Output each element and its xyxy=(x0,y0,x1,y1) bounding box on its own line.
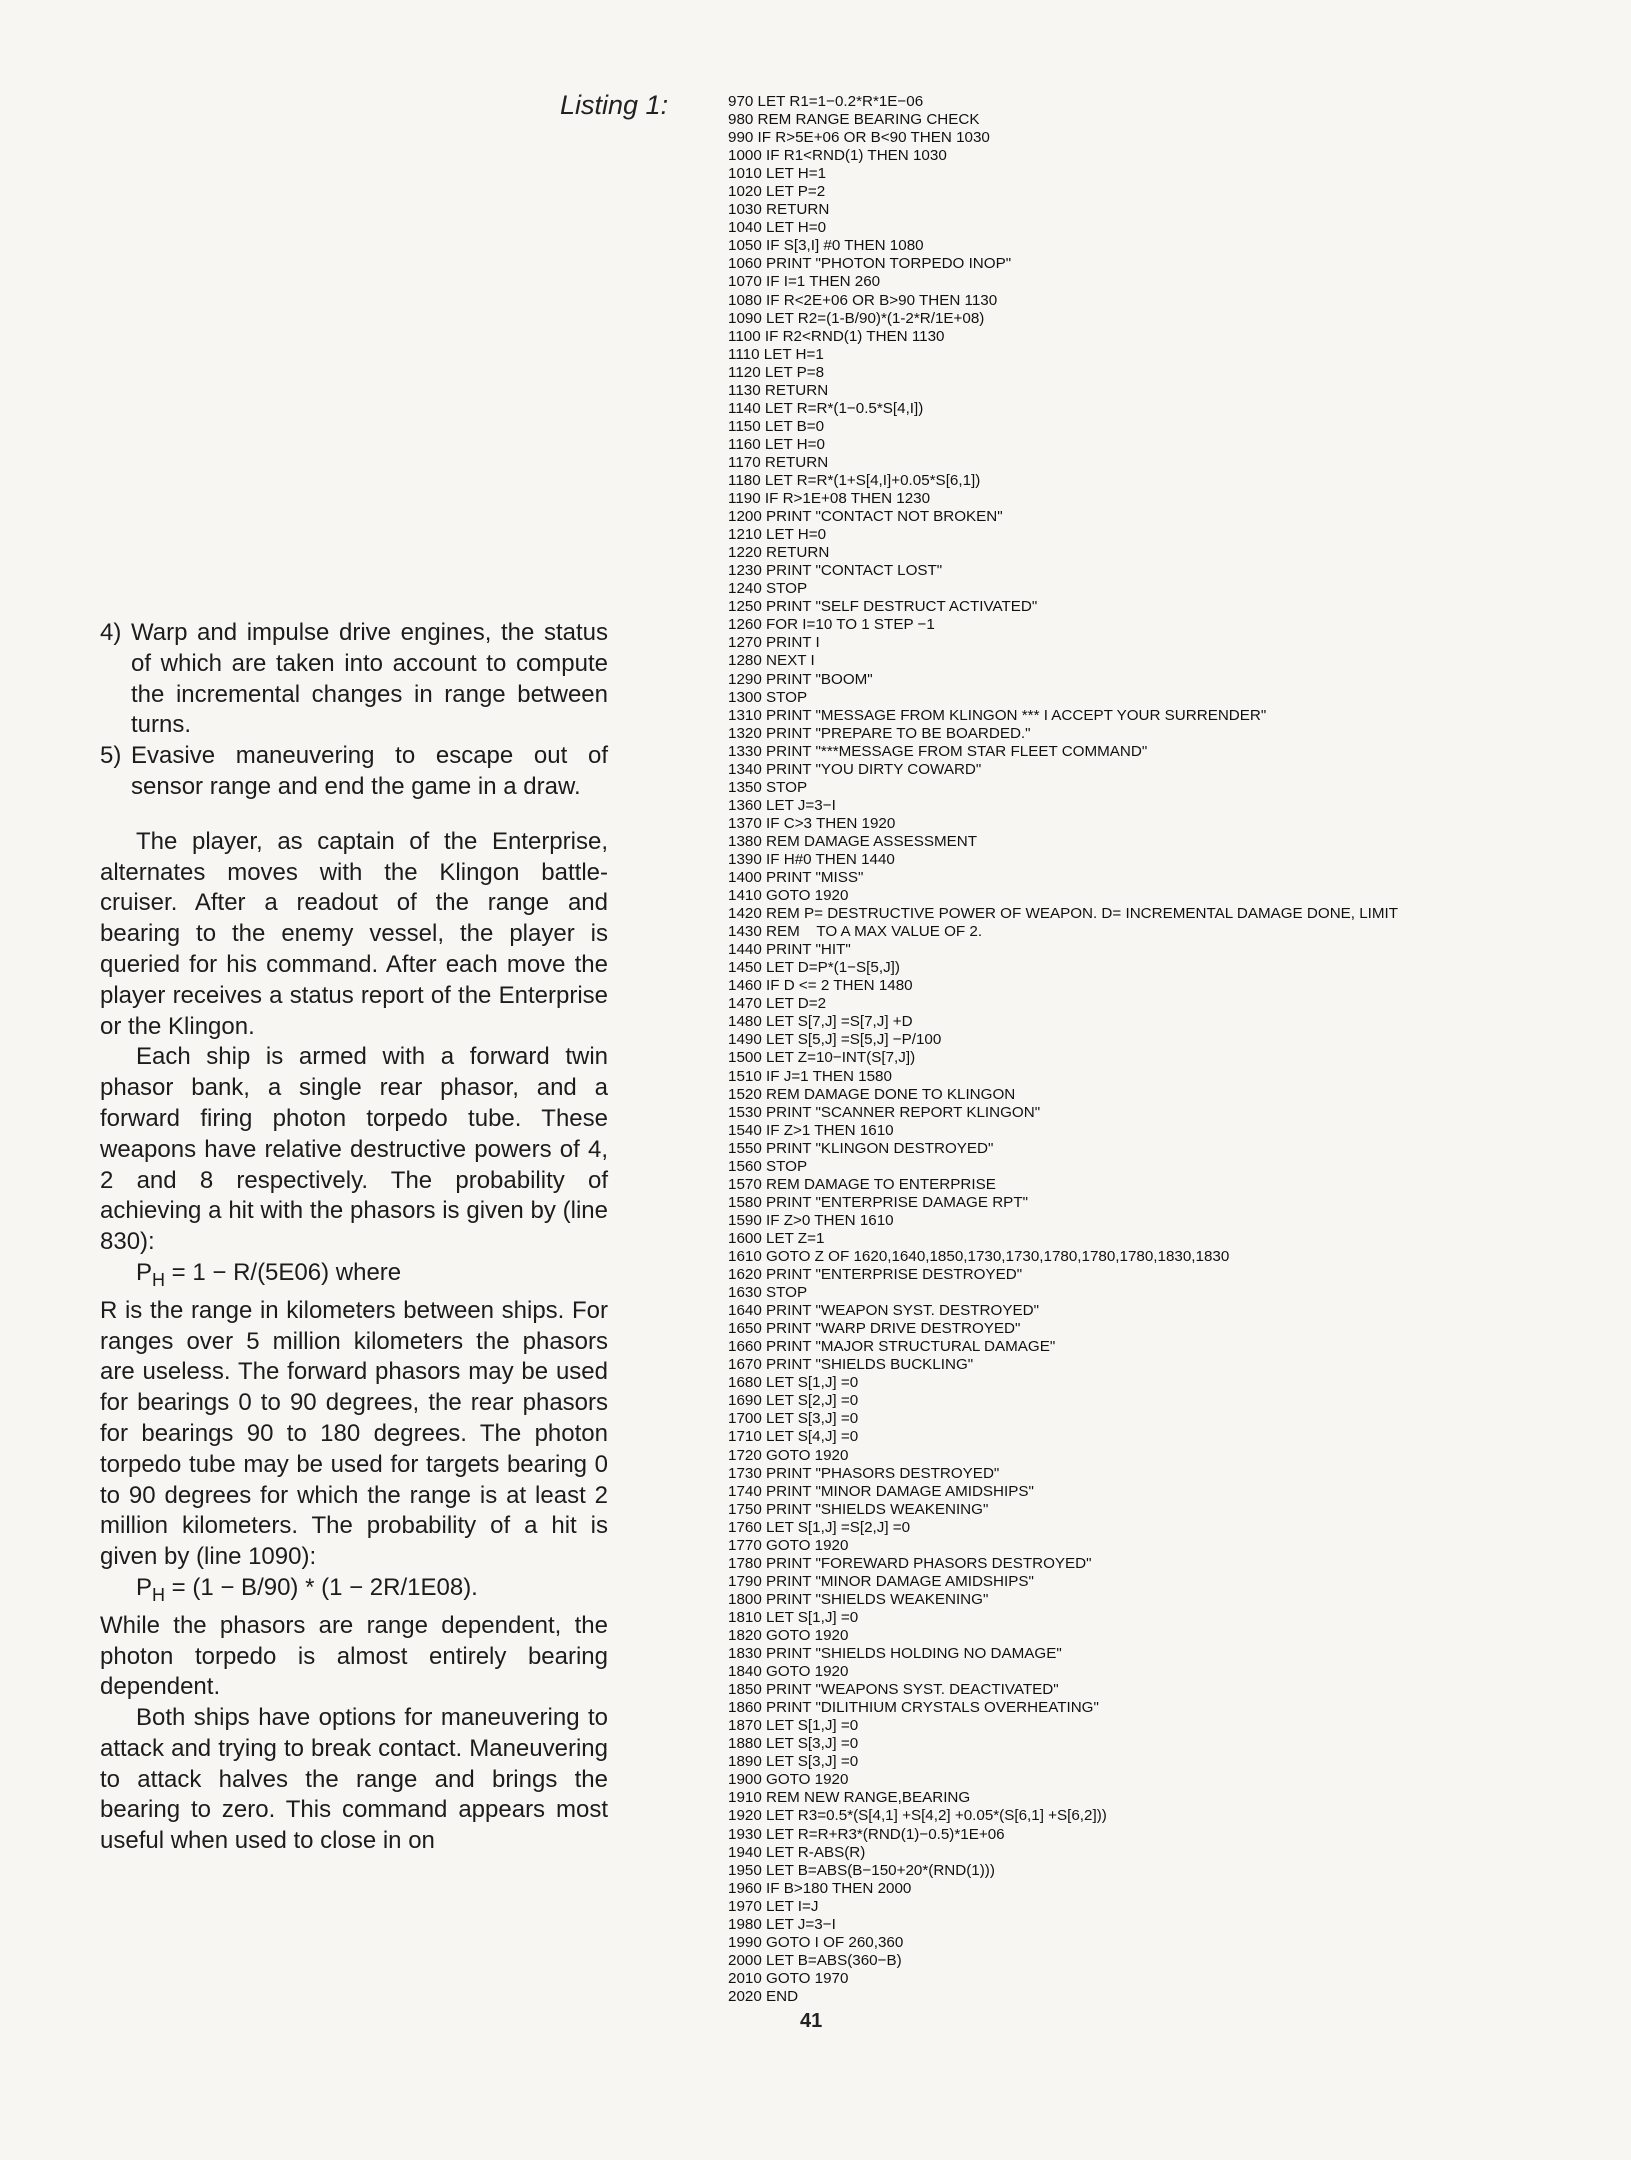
code-line: 1000 IF R1<RND(1) THEN 1030 xyxy=(728,147,947,165)
code-line: 1780 PRINT "FOREWARD PHASORS DESTROYED" xyxy=(728,1554,1092,1572)
code-line: 1810 LET S[1,J] =0 xyxy=(728,1608,859,1626)
listing-caption: Listing 1: xyxy=(560,90,669,120)
code-line: 1440 PRINT "HIT" xyxy=(728,941,851,959)
paragraph: Each ship is armed with a forward twin phasor bank, a single rear phasor, and a forward firing photon torpedo tube. These weapons have relative destructive powers of 4, 2 and 8 respectively. The probability of achieving a hit with the phasors is given by (line 830): xyxy=(100,1043,608,1256)
torpedo-hit-formula xyxy=(100,1573,608,1611)
code-line: 1880 LET S[3,J] =0 xyxy=(728,1735,859,1753)
code-line: 1540 IF Z>1 THEN 1610 xyxy=(728,1121,894,1139)
paragraph: The player, as captain of the Enterprise, alternates moves with the Klingon battle-cruiser. After a readout of the range and bearing to the enemy vessel, the player is queried for his command. After each move the player receives a status report of the Enterprise or the Klingon. xyxy=(100,827,608,1040)
code-line: 1310 PRINT "MESSAGE FROM KLINGON *** I ACCEPT YOUR SURRENDER" xyxy=(728,706,1267,724)
code-line: 1220 RETURN xyxy=(728,544,830,562)
formula-subscript: H xyxy=(152,1269,166,1290)
code-line: 1420 REM P= DESTRUCTIVE POWER OF WEAPON. D= INCREMENTAL DAMAGE DONE, LIMIT xyxy=(728,905,1399,923)
paragraph: While the phasors are range dependent, the photon torpedo is almost entirely bearing dependent. xyxy=(100,1611,608,1701)
code-line: 1200 PRINT "CONTACT NOT BROKEN" xyxy=(728,508,1003,526)
code-line: 1330 PRINT "***MESSAGE FROM STAR FLEET COMMAND" xyxy=(728,742,1148,760)
code-line: 1710 LET S[4,J] =0 xyxy=(728,1428,859,1446)
code-line: 2010 GOTO 1970 xyxy=(728,1969,849,1987)
paragraph: Both ships have options for maneuvering to attack and trying to break contact. Maneuvering to attack halves the range and brings the bearing to zero. This command appears most useful when used to close in on xyxy=(100,1704,608,1855)
code-line: 1630 STOP xyxy=(728,1284,808,1302)
formula-expression: = 1 − R/(5E06) where xyxy=(165,1258,402,1286)
code-line: 1470 LET D=2 xyxy=(728,995,827,1013)
code-line: 1620 PRINT "ENTERPRISE DESTROYED" xyxy=(728,1266,1023,1284)
basic-program-listing xyxy=(728,93,1608,2006)
code-line: 1460 IF D <= 2 THEN 1480 xyxy=(728,977,913,995)
code-line: 1380 REM DAMAGE ASSESSMENT xyxy=(728,832,977,850)
code-line: 1120 LET P=8 xyxy=(728,363,825,381)
item-text: Evasive maneuvering to escape out of sensor range and end the game in a draw. xyxy=(131,742,608,800)
code-line: 1960 IF B>180 THEN 2000 xyxy=(728,1879,912,1897)
code-line: 1300 STOP xyxy=(728,688,808,706)
code-line: 1980 LET J=3−I xyxy=(728,1915,836,1933)
code-line: 1520 REM DAMAGE DONE TO KLINGON xyxy=(728,1085,1016,1103)
code-line: 1510 IF J=1 THEN 1580 xyxy=(728,1067,892,1085)
page-number: 41 xyxy=(800,2010,823,2032)
code-line: 1570 REM DAMAGE TO ENTERPRISE xyxy=(728,1175,996,1193)
code-line: 1060 PRINT "PHOTON TORPEDO INOP" xyxy=(728,255,1012,273)
code-line: 1140 LET R=R*(1−0.5*S[4,I]) xyxy=(728,399,924,417)
formula-subscript: H xyxy=(152,1584,166,1605)
code-line: 1870 LET S[1,J] =0 xyxy=(728,1717,859,1735)
code-line: 1190 IF R>1E+08 THEN 1230 xyxy=(728,490,931,508)
code-line: 1250 PRINT "SELF DESTRUCT ACTIVATED" xyxy=(728,598,1038,616)
code-line: 1430 REM TO A MAX VALUE OF 2. xyxy=(728,923,983,941)
code-line: 1730 PRINT "PHASORS DESTROYED" xyxy=(728,1464,1000,1482)
code-line: 1180 LET R=R*(1+S[4,I]+0.05*S[6,1]) xyxy=(728,471,981,489)
code-line: 1080 IF R<2E+06 OR B>90 THEN 1130 xyxy=(728,291,998,309)
code-line: 1910 REM NEW RANGE,BEARING xyxy=(728,1789,971,1807)
code-line: 970 LET R1=1−0.2*R*1E−06 xyxy=(728,93,924,110)
paragraph: R is the range in kilometers between ships. For ranges over 5 million kilometers the phasors are useless. The forward phasors may be used for bearings 0 to 90 degrees, the rear phasors for bearings 90 to 180 degrees. The photon torpedo tube may be used for targets bearing 0 to 90 degrees for which the range is at least 2 million kilometers. The probability of a hit is given by (line 1090): xyxy=(100,1296,608,1571)
code-line: 1670 PRINT "SHIELDS BUCKLING" xyxy=(728,1356,974,1374)
code-line: 1770 GOTO 1920 xyxy=(728,1536,849,1554)
code-line: 1800 PRINT "SHIELDS WEAKENING" xyxy=(728,1590,989,1608)
code-line: 1160 LET H=0 xyxy=(728,435,825,453)
code-line: 1110 LET H=1 xyxy=(728,345,824,363)
code-line: 1070 IF I=1 THEN 260 xyxy=(728,273,881,291)
code-line: 1690 LET S[2,J] =0 xyxy=(728,1392,859,1410)
code-line: 1830 PRINT "SHIELDS HOLDING NO DAMAGE" xyxy=(728,1645,1062,1663)
code-line: 1360 LET J=3−I xyxy=(728,796,836,814)
code-line: 1020 LET P=2 xyxy=(728,183,826,201)
code-line: 1150 LET B=0 xyxy=(728,417,825,435)
code-line: 1600 LET Z=1 xyxy=(728,1229,825,1247)
item-number: 4) xyxy=(100,619,122,646)
code-line: 990 IF R>5E+06 OR B<90 THEN 1030 xyxy=(728,129,990,147)
code-line: 1860 PRINT "DILITHIUM CRYSTALS OVERHEATING" xyxy=(728,1699,1099,1717)
code-line: 1700 LET S[3,J] =0 xyxy=(728,1410,859,1428)
code-line: 1210 LET H=0 xyxy=(728,526,827,544)
code-line: 1370 IF C>3 THEN 1920 xyxy=(728,814,896,832)
code-line: 2000 LET B=ABS(360−B) xyxy=(728,1951,902,1969)
code-line: 1500 LET Z=10−INT(S[7,J]) xyxy=(728,1049,916,1067)
code-line: 1790 PRINT "MINOR DAMAGE AMIDSHIPS" xyxy=(728,1572,1034,1590)
code-line: 1040 LET H=0 xyxy=(728,219,827,237)
code-line: 1820 GOTO 1920 xyxy=(728,1626,849,1644)
code-line: 1350 STOP xyxy=(728,778,808,796)
code-line: 1490 LET S[5,J] =S[5,J] −P/100 xyxy=(728,1031,942,1049)
code-line: 1650 PRINT "WARP DRIVE DESTROYED" xyxy=(728,1320,1021,1338)
code-line: 1580 PRINT "ENTERPRISE DAMAGE RPT" xyxy=(728,1193,1028,1211)
code-line: 1130 RETURN xyxy=(728,381,829,399)
code-line: 2020 END xyxy=(728,1987,799,2005)
phasor-hit-formula xyxy=(100,1258,608,1296)
code-line: 1590 IF Z>0 THEN 1610 xyxy=(728,1211,894,1229)
code-line: 1090 LET R2=(1-B/90)*(1-2*R/1E+08) xyxy=(728,309,985,327)
code-line: 1680 LET S[1,J] =0 xyxy=(728,1374,859,1392)
code-line: 1480 LET S[7,J] =S[7,J] +D xyxy=(728,1013,913,1031)
code-line: 1550 PRINT "KLINGON DESTROYED" xyxy=(728,1139,994,1157)
code-line: 1610 GOTO Z OF 1620,1640,1850,1730,1730,1780,1780,1780,1830,1830 xyxy=(728,1248,1230,1265)
code-line: 1400 PRINT "MISS" xyxy=(728,869,864,887)
code-line: 1760 LET S[1,J] =S[2,J] =0 xyxy=(728,1518,911,1536)
code-line: 1340 PRINT "YOU DIRTY COWARD" xyxy=(728,760,982,778)
code-line: 1900 GOTO 1920 xyxy=(728,1771,849,1789)
code-line: 1260 FOR I=10 TO 1 STEP −1 xyxy=(728,616,935,634)
code-line: 1920 LET R3=0.5*(S[4,1] +S[4,2] +0.05*(S[6,1] +S[6,2])) xyxy=(728,1807,1107,1825)
code-line: 1170 RETURN xyxy=(728,453,829,471)
code-line: 1240 STOP xyxy=(728,580,808,598)
code-line: 1720 GOTO 1920 xyxy=(728,1446,849,1464)
code-line: 1390 IF H#0 THEN 1440 xyxy=(728,850,895,868)
numbered-item-4 xyxy=(100,618,608,741)
code-line: 1930 LET R=R+R3*(RND(1)−0.5)*1E+06 xyxy=(728,1825,1005,1843)
numbered-item-5 xyxy=(100,741,608,803)
formula-expression: = (1 − B/90) * (1 − 2R/1E08). xyxy=(165,1573,478,1601)
code-line: 1740 PRINT "MINOR DAMAGE AMIDSHIPS" xyxy=(728,1482,1034,1500)
code-line: 1290 PRINT "BOOM" xyxy=(728,670,873,688)
code-line: 1230 PRINT "CONTACT LOST" xyxy=(728,562,943,580)
code-line: 1990 GOTO I OF 260,360 xyxy=(728,1933,904,1951)
code-line: 1010 LET H=1 xyxy=(728,165,827,183)
code-line: 1950 LET B=ABS(B−150+20*(RND(1))) xyxy=(728,1861,995,1879)
code-line: 1890 LET S[3,J] =0 xyxy=(728,1753,859,1771)
code-line: 1560 STOP xyxy=(728,1157,808,1175)
code-line: 980 REM RANGE BEARING CHECK xyxy=(728,111,980,129)
code-line: 1840 GOTO 1920 xyxy=(728,1663,849,1681)
code-line: 1450 LET D=P*(1−S[5,J]) xyxy=(728,959,900,977)
code-line: 1410 GOTO 1920 xyxy=(728,887,849,905)
code-line: 1100 IF R2<RND(1) THEN 1130 xyxy=(728,327,945,345)
code-line: 1270 PRINT I xyxy=(728,634,820,652)
code-line: 1640 PRINT "WEAPON SYST. DESTROYED" xyxy=(728,1302,1039,1320)
code-line: 1750 PRINT "SHIELDS WEAKENING" xyxy=(728,1500,989,1518)
code-line: 1660 PRINT "MAJOR STRUCTURAL DAMAGE" xyxy=(728,1338,1056,1356)
code-line: 1530 PRINT "SCANNER REPORT KLINGON" xyxy=(728,1103,1041,1121)
formula-symbol: P xyxy=(136,1258,153,1286)
code-line: 1850 PRINT "WEAPONS SYST. DEACTIVATED" xyxy=(728,1681,1059,1699)
item-text: Warp and impulse drive engines, the status of which are taken into account to compute the incremental changes in range between turns. xyxy=(131,619,608,739)
code-line: 1970 LET I=J xyxy=(728,1897,819,1915)
item-number: 5) xyxy=(100,742,122,770)
code-line: 1940 LET R-ABS(R) xyxy=(728,1843,866,1861)
code-line: 1280 NEXT I xyxy=(728,652,815,670)
formula-symbol: P xyxy=(136,1573,153,1601)
code-line: 1030 RETURN xyxy=(728,201,830,219)
code-line: 1050 IF S[3,I] #0 THEN 1080 xyxy=(728,237,924,255)
code-line: 1320 PRINT "PREPARE TO BE BOARDED." xyxy=(728,724,1031,742)
article-column xyxy=(100,618,608,1857)
